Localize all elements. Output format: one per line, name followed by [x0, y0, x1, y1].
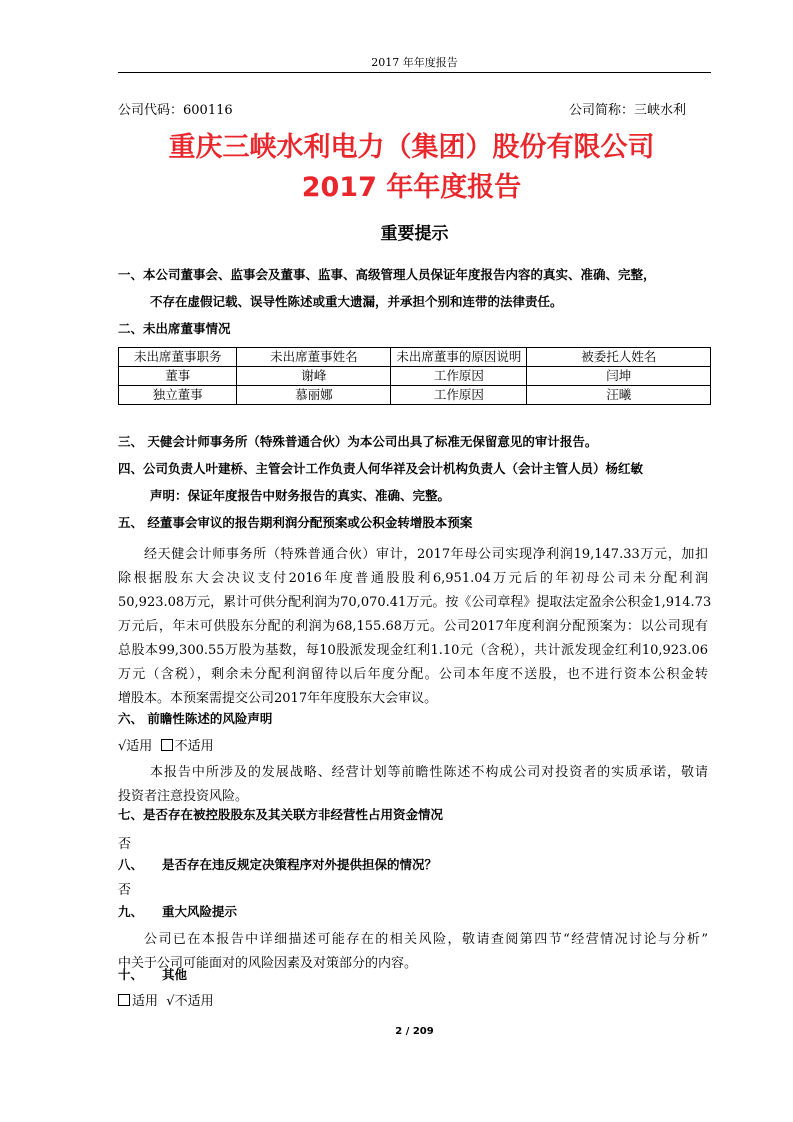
forward-looking-paragraph	[118, 761, 708, 809]
profit-distribution-paragraph	[118, 543, 712, 711]
item-eight-text: 是否存在违反规定决策程序对外提供担保的情况？	[162, 857, 438, 872]
table-cell: 独立董事	[119, 386, 237, 405]
paragraph-line: 万元（含税），剩余未分配利润留待以后年度分配。公司本年度不送股，也不进行资本公积金转	[118, 667, 708, 682]
paragraph-line: 本报告中所涉及的发展战略、经营计划等前瞻性陈述不构成公司对投资者的实质承诺，敬请	[150, 765, 708, 780]
paragraph-line: 增股本。本预案需提交公司2017年年度股东大会审议。	[118, 691, 438, 706]
option-not-applicable-label: 不适用	[174, 739, 214, 754]
option-applicable-label: 适用	[132, 994, 159, 1009]
company-info-row	[118, 102, 686, 120]
option-not-applicable-label: 不适用	[174, 994, 214, 1009]
paragraph-line: 经天健会计师事务所（特殊普通合伙）审计，2017年母公司实现净利润19,147.33万元，加扣	[144, 547, 708, 562]
table-header-cell: 未出席董事姓名	[237, 348, 391, 367]
item-eight-number: 八、	[118, 857, 144, 872]
item-one-line1: 一、本公司董事会、监事会及董事、监事、高级管理人员保证年度报告内容的真实、准确、完整，	[118, 267, 656, 282]
paragraph-line: 总股本99,300.55万股为基数，每10股派发现金红利1.10元（含税），共计派发现金红利10,923.06	[118, 643, 708, 658]
section-title: 重要提示	[380, 224, 449, 244]
table-row	[119, 367, 711, 386]
table-header-cell: 未出席董事的原因说明	[391, 348, 527, 367]
paragraph-line: 50,923.08万元，累计可供分配利润为70,070.41万元。按《公司章程》提取法定盈余公积金1,914.73	[118, 595, 712, 610]
item-eight-heading	[118, 856, 437, 874]
table-cell: 谢峰	[237, 367, 391, 386]
paragraph-line: 中关于公司可能面对的风险因素及对策部分的内容。	[118, 956, 418, 971]
company-code: 公司代码：600116	[118, 103, 233, 118]
table-cell: 闫坤	[527, 367, 711, 386]
paragraph-line: 公司已在本报告中详细描述可能存在的相关风险，敬请查阅第四节“经营情况讨论与分析”	[144, 932, 708, 947]
report-title-company: 重庆三峡水利电力（集团）股份有限公司	[168, 132, 655, 163]
item-two-heading: 二、未出席董事情况	[118, 321, 231, 336]
paragraph-line: 除根据股东大会决议支付2016年度普通股股利6,951.04万元后的年初母公司未分配利润	[118, 571, 708, 586]
absent-directors-table	[118, 347, 711, 405]
item-six-heading: 六、 前瞻性陈述的风险声明	[118, 711, 273, 726]
item-four-line1: 四、公司负责人叶建桥、主管会计工作负责人何华祥及会计机构负责人（会计主管人员）杨红敏	[118, 461, 644, 476]
checkbox-empty-icon	[118, 994, 130, 1006]
item-nine-number: 九、	[118, 904, 144, 919]
table-header-cell: 未出席董事职务	[119, 348, 237, 367]
item-ten-number: 十、	[118, 967, 144, 982]
option-applicable-label: 适用	[126, 739, 153, 754]
item-one-line2: 不存在虚假记载、误导性陈述或重大遗漏，并承担个别和连带的法律责任。	[150, 294, 563, 309]
item-ten-text: 其他	[162, 967, 188, 982]
table-cell: 汪曦	[527, 386, 711, 405]
item-three: 三、 天健会计师事务所（特殊普通合伙）为本公司出具了标准无保留意见的审计报告。	[118, 434, 598, 449]
item-ten-heading	[118, 966, 187, 984]
item-six-options	[118, 738, 214, 756]
table-cell: 慕丽娜	[237, 386, 391, 405]
checkmark-icon: √	[118, 739, 127, 754]
paragraph-line: 万元后，年末可供股东分配的利润为68,155.68万元。公司2017年度利润分配预案为：以公司现有	[118, 619, 708, 634]
item-nine-heading	[118, 903, 237, 921]
checkmark-icon: √	[166, 994, 175, 1009]
company-short-name: 公司简称：三峡水利	[568, 103, 686, 118]
checkbox-empty-icon	[161, 739, 173, 751]
page-header: 2017 年年度报告	[118, 54, 711, 73]
table-cell: 董事	[119, 367, 237, 386]
table-cell: 工作原因	[391, 367, 527, 386]
item-eight-answer: 否	[118, 883, 132, 898]
item-four-line2: 声明：保证年度报告中财务报告的真实、准确、完整。	[150, 488, 451, 503]
item-seven-heading: 七、是否存在被控股股东及其关联方非经营性占用资金情况	[118, 807, 444, 822]
item-nine-text: 重大风险提示	[162, 904, 238, 919]
major-risk-paragraph	[118, 928, 708, 976]
table-header-row	[119, 348, 711, 367]
paragraph-line: 投资者注意投资风险。	[118, 789, 249, 804]
item-five-heading: 五、 经董事会审议的报告期利润分配预案或公积金转增股本预案	[118, 515, 473, 530]
item-seven-answer: 否	[118, 837, 132, 852]
table-row	[119, 386, 711, 405]
table-cell: 工作原因	[391, 386, 527, 405]
item-ten-options	[118, 993, 214, 1011]
page-number: 2 / 209	[395, 1026, 434, 1037]
table-header-cell: 被委托人姓名	[527, 348, 711, 367]
report-title-year: 2017 年年度报告	[301, 172, 522, 203]
